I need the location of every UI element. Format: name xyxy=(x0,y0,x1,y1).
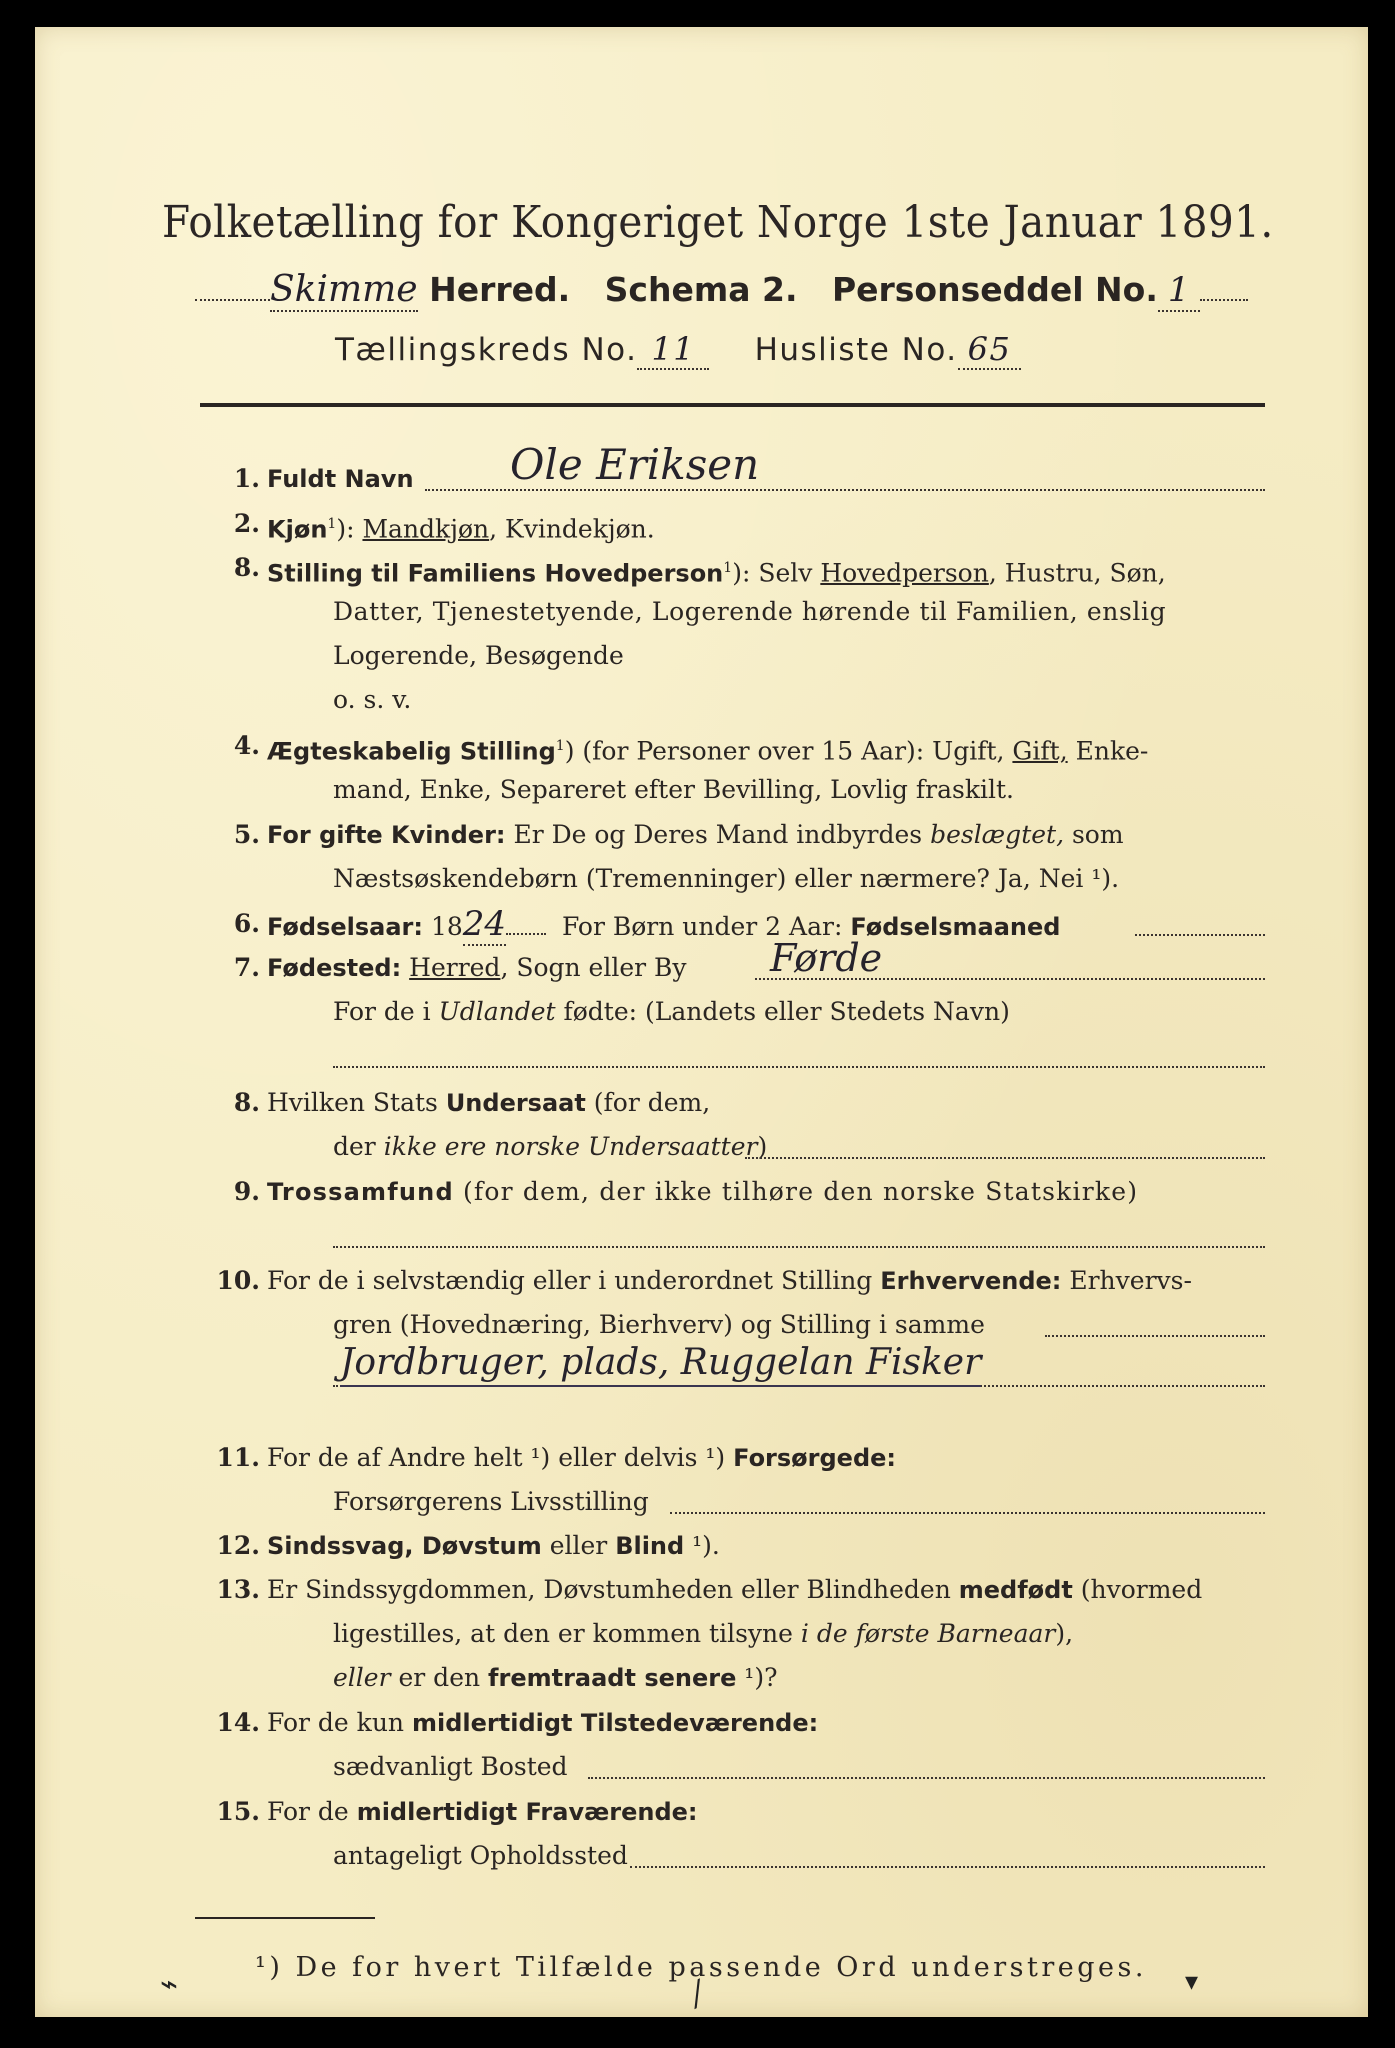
item-number: 4. xyxy=(233,731,260,760)
dot-leader xyxy=(1200,273,1248,301)
item-text: , Kvindekjøn. xyxy=(489,514,655,544)
item-text: ): Selv xyxy=(732,558,821,588)
item-text: Næstsøskendebørn (Tremenninger) eller nærmere? Ja, Nei ¹). xyxy=(333,864,1120,893)
item-text: (for dem, xyxy=(585,1088,711,1117)
personseddel-label: Personseddel No. xyxy=(831,270,1158,309)
item-text: 18 xyxy=(423,912,463,941)
item-number: 14. xyxy=(216,1708,260,1737)
footnote-ref: 1 xyxy=(555,738,565,754)
item-text: Hvilken Stats xyxy=(267,1088,446,1117)
item-text: eller xyxy=(541,1531,616,1560)
dot-leader xyxy=(506,933,546,935)
item-number: 13. xyxy=(216,1575,260,1604)
item-text: mand, Enke, Separeret efter Bevilling, Lovlig fraskilt. xyxy=(333,775,1014,804)
erhverv-value: Jordbruger, plads, Ruggelan Fisker xyxy=(340,1341,981,1387)
item-text: , Sogn eller By xyxy=(500,953,687,982)
option-underlined: Hovedperson xyxy=(820,558,989,588)
dot-leader xyxy=(670,1512,1265,1514)
item-text: Erhvervs- xyxy=(1061,1266,1192,1295)
item-label: Blind xyxy=(615,1532,685,1560)
item-text-italic: Udlandet xyxy=(438,997,556,1026)
item-number: 8. xyxy=(233,1088,260,1117)
dot-leader xyxy=(1045,1335,1265,1337)
item-text: For de i selvstændig eller i underordnet Stilling xyxy=(267,1266,881,1295)
dot-leader xyxy=(425,489,1265,491)
item-text-italic: i de første Barneaar xyxy=(800,1619,1056,1648)
item-text: (hvormed xyxy=(1072,1575,1203,1604)
item-text: For Børn under 2 Aar: xyxy=(561,912,851,941)
item-text: fødte: (Landets eller Stedets Navn) xyxy=(555,997,1010,1026)
dot-leader xyxy=(333,1246,1265,1248)
item-text: gren (Hovednæring, Bierhverv) og Stilling i samme xyxy=(333,1310,985,1339)
fodselsaar-value: 24 xyxy=(462,904,507,944)
item-number: 15. xyxy=(216,1797,260,1826)
item-label: Undersaat xyxy=(445,1089,586,1117)
footnote-rule xyxy=(195,1917,375,1919)
item-label: Sindssvag, Døvstum xyxy=(267,1532,542,1560)
dot-leader xyxy=(195,273,270,301)
item-text: For de xyxy=(267,1797,357,1826)
fuldt-navn-value: Ole Eriksen xyxy=(510,440,760,489)
item-number: 12. xyxy=(216,1531,260,1560)
item-text: Er Sindssygdommen, Døvstumheden eller Blindheden xyxy=(267,1575,959,1604)
item-number: 2. xyxy=(233,509,260,538)
item-label: Stilling til Familiens Hovedperson xyxy=(267,559,724,588)
item-text: der xyxy=(333,1132,384,1161)
item-text: , Hustru, Søn, xyxy=(988,558,1166,588)
item-fuldt-navn xyxy=(210,440,1290,507)
dot-leader xyxy=(588,1777,1265,1779)
herred-label: Herred. xyxy=(429,270,571,309)
header-line-taellingskreds xyxy=(335,330,1021,368)
personseddel-value: 1 xyxy=(1158,270,1200,312)
item-label: Ægteskabelig Stilling xyxy=(267,737,556,766)
item-trossamfund-line2 xyxy=(210,1214,1290,1254)
item-number: 10. xyxy=(216,1266,260,1295)
option-underlined: Mandkjøn xyxy=(362,514,490,544)
header-rule xyxy=(200,403,1265,407)
taellingskreds-label: Tællingskreds No. xyxy=(335,332,638,368)
item-erhverv-line3 xyxy=(210,1342,1290,1397)
item-text: (for dem, der ikke tilhøre den norske Statskirke) xyxy=(453,1177,1139,1206)
item-number: 8. xyxy=(233,553,260,582)
item-number: 1. xyxy=(233,464,260,493)
form-title: Folketælling for Kongeriget Norge 1ste Januar 1891. xyxy=(162,197,1274,248)
item-label: medfødt xyxy=(958,1576,1073,1604)
herred-value: Skimme xyxy=(270,269,418,310)
item-number: 5. xyxy=(233,820,260,849)
item-label: Fødested: xyxy=(267,954,402,982)
item-number: 6. xyxy=(233,909,260,938)
pen-mark: ▾ xyxy=(1185,1967,1199,1997)
item-label: Fuldt Navn xyxy=(267,465,414,493)
item-label: Forsørgede: xyxy=(733,1444,897,1472)
item-text: ) (for Personer over 15 Aar): Ugift, xyxy=(564,736,1013,766)
item-label: Trossamfund xyxy=(267,1178,454,1206)
item-text-italic: eller xyxy=(333,1663,391,1692)
item-text: Er De og Deres Mand indbyrdes xyxy=(505,820,931,849)
item-text: er den xyxy=(390,1663,489,1692)
item-text: ), xyxy=(1055,1619,1074,1648)
item-text: Forsørgerens Livsstilling xyxy=(333,1487,649,1516)
option-underlined: Gift, xyxy=(1012,736,1068,766)
item-text: o. s. v. xyxy=(333,685,412,714)
dot-leader xyxy=(745,1157,1265,1159)
item-text: For de af Andre helt ¹) eller delvis ¹) xyxy=(267,1443,734,1472)
dot-leader xyxy=(1135,934,1265,936)
item-label: Erhvervende: xyxy=(880,1267,1062,1295)
taellingskreds-value: 11 xyxy=(637,330,709,370)
item-text: ¹)? xyxy=(736,1663,778,1692)
item-label: Fødselsmaaned xyxy=(850,913,1061,941)
item-text: Logerende, Besøgende xyxy=(333,641,624,670)
husliste-label: Husliste No. xyxy=(754,332,958,368)
header-line-herred xyxy=(195,269,1248,310)
census-form-sheet xyxy=(35,27,1368,2017)
item-text: For de kun xyxy=(267,1708,412,1737)
item-text-italic: beslægtet, xyxy=(930,820,1065,849)
item-label: Kjøn xyxy=(267,515,328,544)
footnote-ref: 1 xyxy=(723,560,733,576)
item-text: som xyxy=(1064,820,1124,849)
item-label: For gifte Kvinder: xyxy=(267,821,506,849)
item-label: midlertidigt Tilstedeværende: xyxy=(411,1709,819,1737)
item-number: 11. xyxy=(216,1443,260,1472)
item-label: midlertidigt Fraværende: xyxy=(356,1798,698,1826)
footnote-ref: 1 xyxy=(327,516,337,532)
item-label: Fødselsaar: xyxy=(267,913,423,941)
fodested-value: Førde xyxy=(770,936,883,980)
footnote: ¹) De for hvert Tilfælde passende Ord understreges. xyxy=(255,1952,1147,1983)
item-text-italic: ikke ere norske Undersaatter xyxy=(383,1132,758,1161)
dot-leader xyxy=(630,1866,1265,1868)
item-text: ): xyxy=(336,514,363,544)
item-number: 9. xyxy=(233,1177,260,1206)
item-fodested-line3 xyxy=(210,1034,1290,1074)
item-text: sædvanligt Bosted xyxy=(333,1752,568,1781)
item-text: Datter, Tjenestetyende, Logerende hørende til Familien, enslig xyxy=(333,597,1167,626)
item-text: ligestilles, at den er kommen tilsyne xyxy=(333,1619,801,1648)
item-label: fremtraadt senere xyxy=(488,1664,737,1692)
item-text: ¹). xyxy=(684,1531,720,1560)
item-text: Enke- xyxy=(1067,736,1149,766)
item-text: antageligt Opholdssted xyxy=(333,1841,628,1870)
option-underlined: Herred xyxy=(409,953,501,982)
dot-leader xyxy=(333,1066,1265,1068)
pen-mark: ⌁ xyxy=(160,1967,179,2002)
pen-mark: ⁄ xyxy=(686,1975,709,2015)
schema-label: Schema 2. xyxy=(604,270,798,309)
item-text: For de i xyxy=(333,997,439,1026)
item-number: 7. xyxy=(233,953,260,982)
item-text: ) xyxy=(757,1132,768,1161)
husliste-value: 65 xyxy=(958,330,1022,370)
